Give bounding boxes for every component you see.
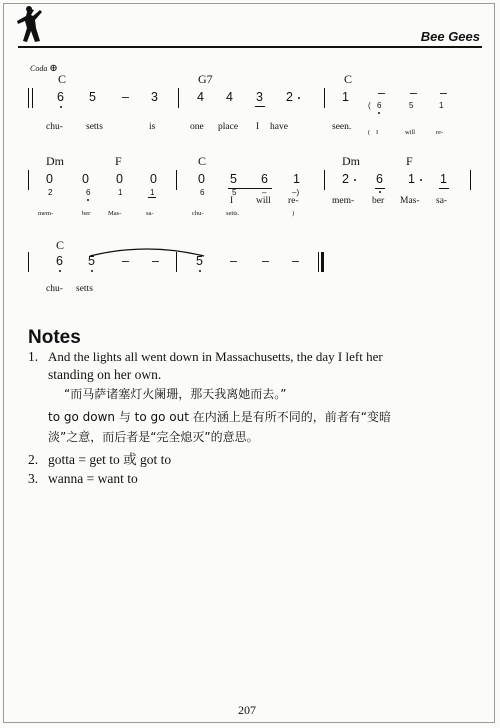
small-note: 5 bbox=[409, 101, 414, 110]
lyric: one bbox=[190, 122, 204, 132]
lyric: have bbox=[270, 122, 288, 132]
small-lyric: Mas- bbox=[108, 210, 122, 217]
small-note: 2 bbox=[48, 188, 53, 197]
note: 0 bbox=[82, 172, 89, 186]
chord: F bbox=[406, 154, 413, 168]
coda-mark: Coda ⊕ bbox=[30, 63, 58, 74]
small-note: –) bbox=[292, 188, 300, 197]
lyric: ber bbox=[372, 196, 385, 206]
note: 6 bbox=[57, 90, 64, 104]
chord: C bbox=[56, 238, 65, 252]
small-note: – bbox=[262, 188, 267, 197]
note-3-text: wanna = want to bbox=[48, 471, 138, 486]
note: 0 bbox=[116, 172, 123, 186]
page-number: 207 bbox=[238, 703, 256, 717]
note: 2 bbox=[286, 90, 293, 104]
small-lyric: ) bbox=[292, 210, 295, 217]
chord: F bbox=[115, 154, 122, 168]
small-lyric: setts. bbox=[226, 210, 240, 217]
note: – bbox=[152, 254, 159, 268]
note: 5 bbox=[230, 172, 237, 186]
note: 6 bbox=[376, 172, 383, 186]
small-note: 6 bbox=[377, 101, 382, 110]
lyric: re- bbox=[288, 196, 299, 206]
small-note: 1 bbox=[439, 101, 444, 110]
coda-symbol-icon: ⊕ bbox=[49, 63, 58, 74]
note: 6 bbox=[56, 254, 63, 268]
chord: Dm bbox=[342, 154, 360, 168]
lyric: chu- bbox=[46, 122, 63, 132]
small-lyric: mem- bbox=[38, 210, 54, 217]
dancer-logo-icon bbox=[14, 6, 48, 44]
lyric: place bbox=[218, 122, 239, 132]
barline bbox=[324, 88, 325, 108]
note: 0 bbox=[46, 172, 53, 186]
header-title: Bee Gees bbox=[420, 29, 480, 44]
note-1-explanation-line-1: to go down 与 to go out 在内涵上是有所不同的，前者有“变暗 bbox=[48, 410, 391, 424]
note-1-explanation-line-2: 淡”之意，而后者是“完全熄灭”的意思。 bbox=[48, 430, 259, 444]
note: – bbox=[378, 86, 385, 100]
note: 3 bbox=[151, 90, 158, 104]
note: 5 bbox=[196, 254, 203, 268]
small-note: 1 bbox=[118, 188, 123, 197]
note: 1 bbox=[440, 172, 447, 186]
note: – bbox=[410, 86, 417, 100]
final-barline bbox=[318, 252, 319, 272]
lyric: mem- bbox=[332, 196, 355, 206]
chord: C bbox=[198, 154, 207, 168]
note: 4 bbox=[226, 90, 233, 104]
chord: C bbox=[58, 72, 67, 86]
note: – bbox=[262, 254, 269, 268]
note-1-number: 1. bbox=[28, 349, 39, 364]
note-1-english-line-1: And the lights all went down in Massachusetts, the day I left her bbox=[48, 349, 383, 364]
note: 5 bbox=[89, 90, 96, 104]
small-lyric: chu- bbox=[192, 210, 204, 217]
note: 0 bbox=[150, 172, 157, 186]
small-lyric: ( bbox=[368, 129, 371, 136]
note-2-text: gotta = get to 或 got to bbox=[48, 452, 172, 467]
lyric: is bbox=[149, 122, 156, 132]
note: – bbox=[230, 254, 237, 268]
note-2-number: 2. bbox=[28, 452, 39, 467]
lyric: sa- bbox=[436, 196, 448, 206]
double-barline bbox=[28, 88, 29, 108]
lyric: I bbox=[230, 196, 234, 206]
barline bbox=[28, 252, 29, 272]
note: – bbox=[440, 86, 447, 100]
small-note: ( bbox=[368, 101, 371, 110]
small-note: 1 bbox=[150, 188, 155, 197]
note: 1 bbox=[342, 90, 349, 104]
note: 6 bbox=[261, 172, 268, 186]
header-rule bbox=[18, 46, 482, 48]
lyric: chu- bbox=[46, 284, 63, 294]
note-1-chinese-line: “而马萨诸塞灯火阑珊，那天我离她而去。” bbox=[64, 387, 287, 401]
note: 4 bbox=[197, 90, 204, 104]
barline bbox=[178, 88, 179, 108]
chord: C bbox=[344, 72, 353, 86]
small-note: 6 bbox=[86, 188, 91, 197]
lyric: seen. bbox=[332, 122, 352, 132]
barline bbox=[324, 170, 325, 190]
note: – bbox=[122, 254, 129, 268]
barline bbox=[176, 252, 177, 272]
small-note: 5 bbox=[232, 188, 237, 197]
lyric: I bbox=[256, 122, 260, 132]
small-lyric: ber bbox=[82, 210, 91, 217]
chord: G7 bbox=[198, 72, 213, 86]
note: 2 bbox=[342, 172, 349, 186]
note-1-english-line-2: standing on her own. bbox=[48, 367, 162, 382]
note: – bbox=[292, 254, 299, 268]
barline bbox=[470, 170, 471, 190]
lyric: Mas- bbox=[400, 196, 420, 206]
small-lyric: sa- bbox=[146, 210, 154, 217]
small-lyric: will bbox=[405, 129, 416, 136]
note: 5 bbox=[88, 254, 95, 268]
tie-arc bbox=[88, 244, 206, 258]
note: 1 bbox=[293, 172, 300, 186]
lyric: setts bbox=[86, 122, 103, 132]
note: – bbox=[122, 90, 129, 104]
barline bbox=[28, 170, 29, 190]
note-3-number: 3. bbox=[28, 471, 39, 486]
note: 0 bbox=[198, 172, 205, 186]
chord: Dm bbox=[46, 154, 64, 168]
note: 3 bbox=[256, 90, 263, 104]
note: 1 bbox=[408, 172, 415, 186]
small-lyric: re- bbox=[436, 129, 444, 136]
small-lyric: I bbox=[376, 129, 379, 136]
small-note: 6 bbox=[200, 188, 205, 197]
barline bbox=[176, 170, 177, 190]
lyric: will bbox=[256, 196, 271, 206]
notes-heading: Notes bbox=[28, 327, 81, 348]
lyric: setts bbox=[76, 284, 93, 294]
